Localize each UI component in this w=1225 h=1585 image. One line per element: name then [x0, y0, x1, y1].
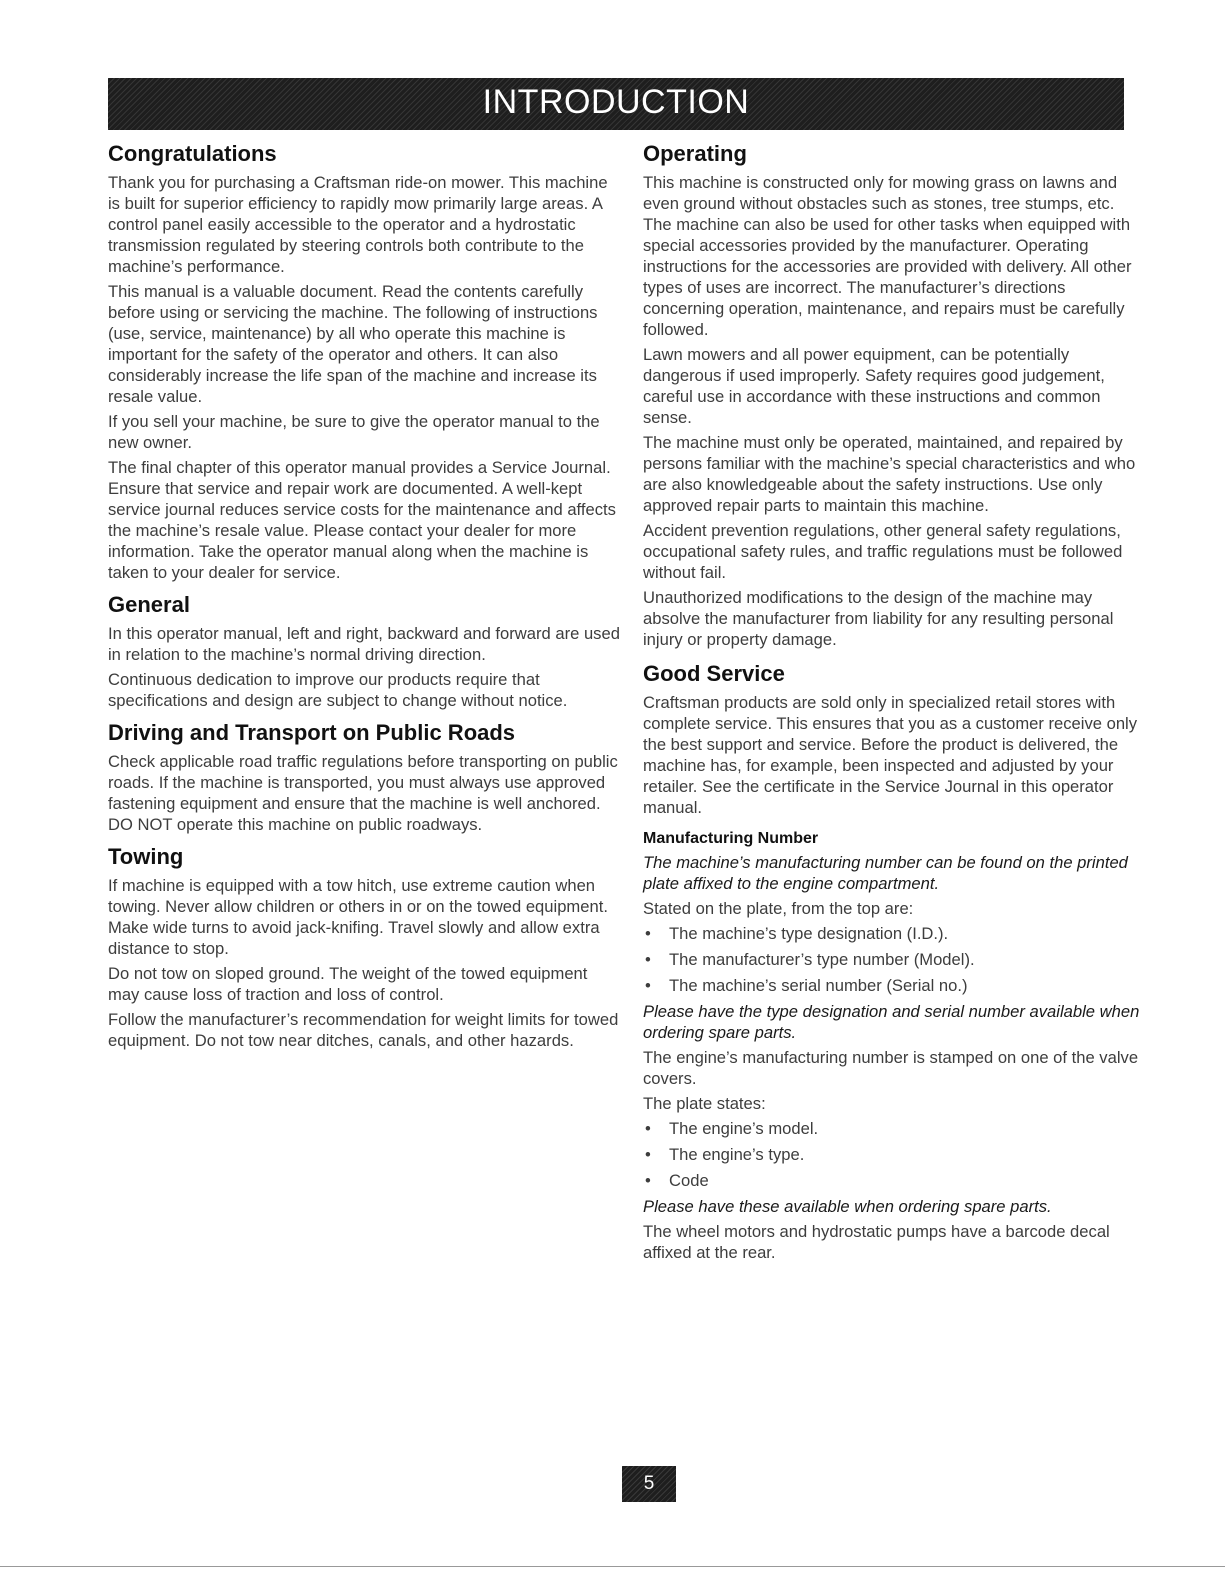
bullet-icon: • — [645, 924, 651, 943]
paragraph: Thank you for purchasing a Craftsman ride-on mower. This machine is built for superior efficiency to rapidly mow primarily large areas. A control panel easily accessible to the operator and a hydrostatic transmission regulated by steering controls both contribute to the machine’s performance. — [108, 173, 608, 276]
heading-general: General — [108, 592, 190, 617]
section-banner — [108, 78, 1124, 130]
paragraph: Craftsman products are sold only in specialized retail stores with complete service. This ensures that you as a customer receive only the best support and service. Before the product is delivered, the machine has, for example, been inspected and adjusted by your retailer. See the certificate in the Service Journal in this operator manual. — [643, 693, 1138, 817]
list-item: • The machine’s type designation (I.D.). — [645, 924, 949, 943]
paragraph: In this operator manual, left and right, backward and forward are used in relation to the machine’s normal driving direction. — [108, 624, 620, 664]
heading-operating: Operating — [643, 141, 747, 166]
heading-manufacturing-number: Manufacturing Number — [643, 830, 819, 847]
bullet-icon: • — [645, 1119, 651, 1138]
section-title: INTRODUCTION — [482, 83, 750, 121]
plate-list — [643, 923, 1143, 996]
paragraph: Unauthorized modifications to the design of the machine may absolve the manufacturer from liability for any resulting personal injury or property damage. — [643, 588, 1114, 649]
paragraph: The wheel motors and hydrostatic pumps have a barcode decal affixed at the rear. — [643, 1222, 1110, 1262]
paragraph: Follow the manufacturer’s recommendation for weight limits for towed equipment. Do not tow near ditches, canals, and other hazards. — [108, 1010, 619, 1050]
italic-note: Please have these available when ordering spare parts. — [643, 1197, 1052, 1216]
paragraph: Check applicable road traffic regulations before transporting on public roads. If the machine is transported, you must always use approved fastening equipment and ensure that the machine is well anchored. DO NOT operate this machine on public roadways. — [108, 752, 618, 834]
paragraph: The machine must only be operated, maintained, and repaired by persons familiar with the machine’s special characteristics and who are also knowledgeable about the safety instructions. Use only approved repair parts to maintain this machine. — [643, 433, 1136, 515]
paragraph: The engine’s manufacturing number is stamped on one of the valve covers. — [643, 1048, 1139, 1088]
paragraph: This manual is a valuable document. Read the contents carefully before using or servicing the machine. The following of instructions (use, service, maintenance) by all who operate this machine is important for the safety of the operator and others. It can also considerably increase the life span of the machine and increase its resale value. — [108, 282, 598, 406]
paragraph: Do not tow on sloped ground. The weight of the towed equipment may cause loss of traction and loss of control. — [108, 964, 588, 1004]
paragraph: This machine is constructed only for mowing grass on lawns and even ground without obstacles such as stones, tree stumps, etc. The machine can also be used for other tasks when equipped with special accessories provided by the manufacturer. Operating instructions for the accessories are provided with delivery. All other types of uses are incorrect. The manufacturer’s directions concerning operation, maintenance, and repairs must be carefully followed. — [643, 173, 1132, 339]
engine-list — [643, 1118, 1143, 1191]
bullet-icon: • — [645, 1171, 651, 1190]
paragraph: Accident prevention regulations, other general safety regulations, occupational safety rules, and traffic regulations must be followed without fail. — [643, 521, 1123, 582]
divider — [0, 1566, 1225, 1567]
bullet-icon: • — [645, 950, 651, 969]
paragraph: The plate states: — [643, 1094, 766, 1113]
page-number: 5 — [622, 1466, 676, 1502]
paragraph: Continuous dedication to improve our products require that specifications and design are subject to change without notice. — [108, 670, 568, 710]
list-item: • Code — [645, 1171, 709, 1190]
paragraph: The final chapter of this operator manual provides a Service Journal. Ensure that service and repair work are documented. A well-kept service journal reduces service costs for the maintenance and affects the machine’s resale value. Please contact your dealer for more information. Take the operator manual along when the machine is taken to your dealer for service. — [108, 458, 616, 582]
italic-note: Please have the type designation and serial number available when ordering spare parts. — [643, 1002, 1140, 1042]
heading-driving: Driving and Transport on Public Roads — [108, 720, 516, 745]
list-item: • The engine’s model. — [645, 1119, 819, 1138]
heading-towing: Towing — [108, 844, 184, 869]
bullet-icon: • — [645, 976, 651, 995]
italic-note: The machine’s manufacturing number can be found on the printed plate affixed to the engine compartment. — [643, 853, 1128, 893]
list-item: • The engine’s type. — [645, 1145, 805, 1164]
left-column — [108, 140, 620, 1055]
right-column — [643, 140, 1143, 1267]
paragraph: Stated on the plate, from the top are: — [643, 899, 914, 918]
list-item: • The manufacturer’s type number (Model). — [645, 950, 975, 969]
paragraph: If you sell your machine, be sure to give the operator manual to the new owner. — [108, 412, 600, 452]
paragraph: Lawn mowers and all power equipment, can be potentially dangerous if used improperly. Safety requires good judgement, careful use in accordance with these instructions and common sense. — [643, 345, 1105, 427]
heading-good-service: Good Service — [643, 661, 785, 686]
heading-congratulations: Congratulations — [108, 141, 277, 166]
list-item: • The machine’s serial number (Serial no.) — [645, 976, 968, 995]
paragraph: If machine is equipped with a tow hitch, use extreme caution when towing. Never allow children or others in or on the towed equipment. Make wide turns to avoid jack-knifing. Travel slowly and allow extra distance to stop. — [108, 876, 608, 958]
bullet-icon: • — [645, 1145, 651, 1164]
